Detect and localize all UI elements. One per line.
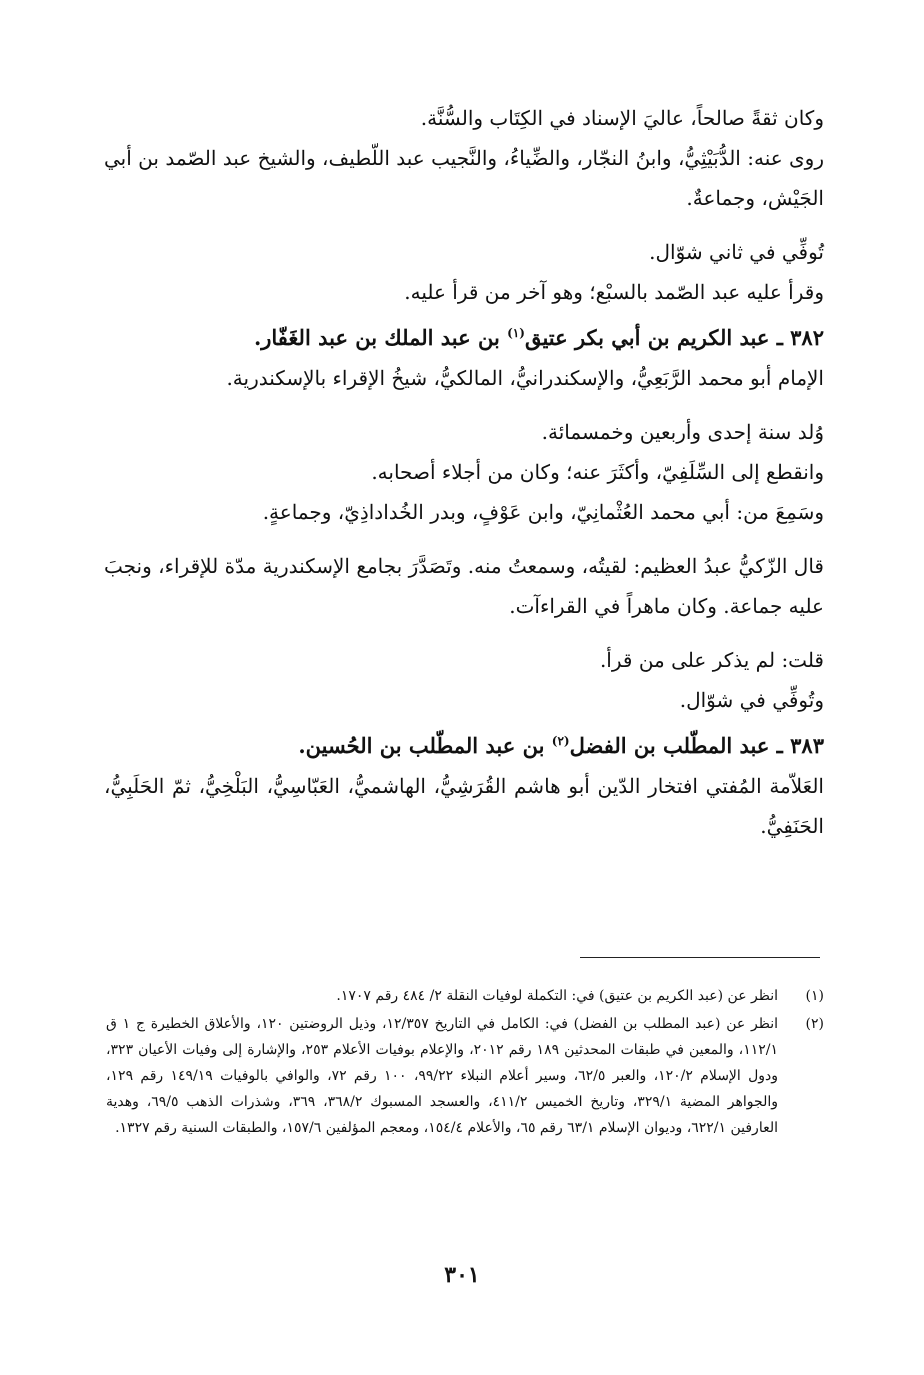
entry-383-heading: [104, 726, 824, 766]
entry-382-death: وتُوفِّي في شوّال.: [679, 688, 824, 712]
entry-383-heading-start: ٣٨٣ ـ عبد المطّلب بن الفضل: [569, 733, 824, 758]
footnote-divider: [580, 957, 820, 958]
footnote-ref-1: (١): [507, 326, 525, 340]
entry-382-heading-start: ٣٨٢ ـ عبد الكريم بن أبي بكر عتيق: [524, 325, 824, 350]
entry-382-heading-end: بن عبد الملك بن عبد الغَفّار.: [253, 325, 508, 350]
entry-382-birth: وُلد سنة إحدى وأربعين وخمسمائة.: [541, 420, 824, 444]
entry-382-note: قلت: لم يذكر على من قرأ.: [599, 648, 824, 672]
paragraph-trustworthy: وكان ثقةً صالحاً، عاليَ الإسناد في الكِتَاب والسُّنَّة.: [420, 106, 824, 130]
footnote-text: انظر عن (عبد الكريم بن عتيق) في: التكملة لوفيات النقلة ٢/ ٤٨٤ رقم ١٧٠٧.: [336, 988, 778, 1004]
page-number: ٣٠١: [444, 1262, 480, 1288]
footnote-text: انظر عن (عبد المطلب بن الفضل) في: الكامل في التاريخ ١٢/٣٥٧، وذيل الروضتين ١٢٠، والأعلاق الخطيرة ج ١ ق ١١٢/١، والمعين في طبقات المحدثين ١٨٩ رقم ٢٠١٢، والإعلام بوفيات الأعلام ٢٥٣، والإشارة إلى وفيات الأعيان ٣٢٣، ودول الإسلام ١٢٠/٢، والعبر ٦٢/٥، وسير أعلام النبلاء ٩٩/٢٢، ١٠٠ رقم ٧٢، والوافي بالوفيات ١٤٩/١٩ رقم ١٢٩، والجواهر المضية ٣٢٩/١، وتاريخ الخميس ٤١١/٢، والعسجد المسبوك ٣٦٨/٢، ٣٦٩، وشذرات الذهب ٦٩/٥، وهدية العارفين ٦٢٢/١، وديوان الإسلام ٦٣/١ رقم ٦٥، والأعلام ١٥٤/٤، ومعجم المؤلفين ١٥٧/٦، والطبقات السنية رقم ١٣٢٧.: [106, 1016, 779, 1136]
footnotes: [106, 983, 824, 1143]
footnote-2: [106, 1011, 824, 1141]
entry-383-heading-end: بن عبد المطّلب بن الحُسين.: [298, 733, 552, 758]
entry-382-teacher: وانقطع إلى السِّلَفِيّ، وأكثَرَ عنه؛ وكان من أجلاء أصحابه.: [371, 460, 824, 484]
entry-382-zaki-quote: قال الزّكيُّ عبدُ العظيم: لقيتُه، وسمعتُ منه. وتَصَدَّرَ بجامع الإسكندرية مدّة للإقراء، ونجبَ عليه جماعة. وكان ماهراً في القراءآت.: [104, 554, 824, 618]
paragraph-narrators: روى عنه: الدُّبَيْثِيُّ، وابنُ النجّار، والضِّياءُ، والنَّجيب عبد اللّطيف، والشيخ عبد الصّمد بن أبي الجَيْش، وجماعةٌ.: [104, 146, 824, 210]
footnote-number: (١): [805, 988, 824, 1004]
entry-382-heard-from: وسَمِعَ من: أبي محمد العُثْمانِيّ، وابن عَوْفٍ، وبدر الخُداداذِيّ، وجماعةٍ.: [262, 500, 824, 524]
main-text: [104, 98, 824, 846]
entry-382-titles: الإمام أبو محمد الرَّبَعِيُّ، والإسكندرانيُّ، المالكيُّ، شيخُ الإقراء بالإسكندرية.: [226, 366, 824, 390]
entry-382-heading: [104, 318, 824, 358]
paragraph-recitation: وقرأ عليه عبد الصّمد بالسبْع؛ وهو آخر من قرأ عليه.: [404, 280, 824, 304]
paragraph-death-date: تُوفِّي في ثاني شوّال.: [649, 240, 824, 264]
footnote-number: (٢): [805, 1016, 824, 1032]
footnote-ref-2: (٢): [551, 734, 570, 748]
entry-383-titles: العَلاّمة المُفتي افتخار الدّين أبو هاشم القُرَشِيُّ، الهاشميُّ، العَبّاسِيُّ، البَلْخِيُّ، ثمّ الحَلَبِيُّ، الحَنَفِيُّ.: [104, 774, 824, 838]
footnote-1: [106, 983, 824, 1009]
